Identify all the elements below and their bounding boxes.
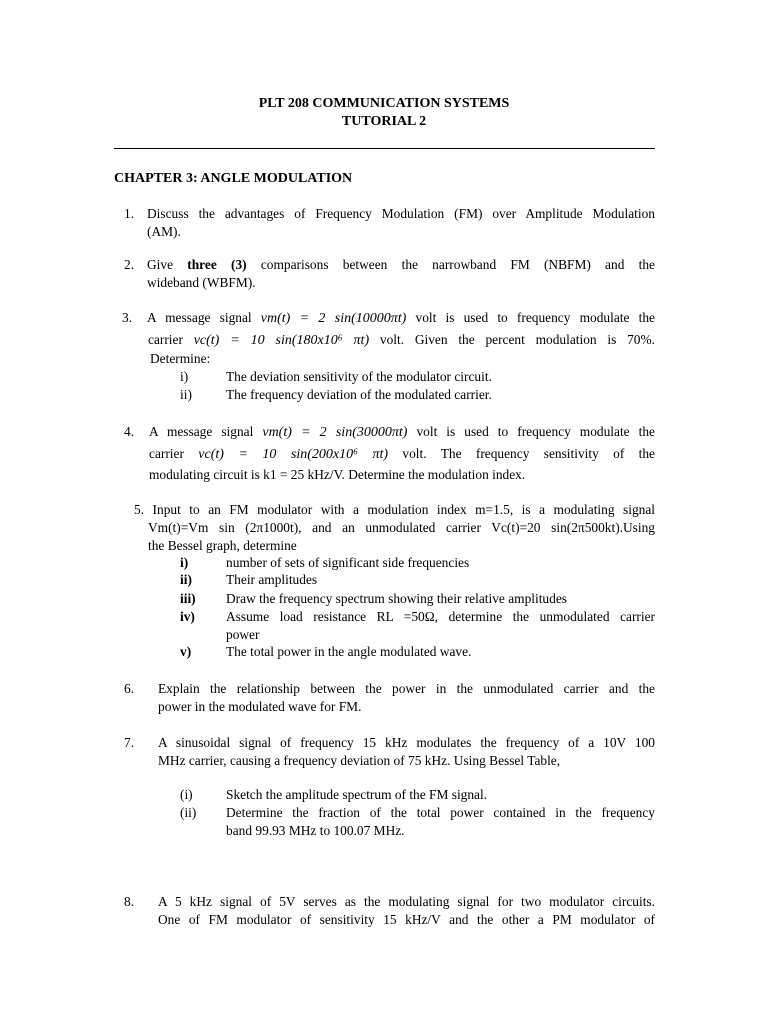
question-6-number: 6.	[124, 681, 135, 696]
question-3-number: 3.	[122, 310, 133, 325]
question-8-number: 8.	[124, 894, 135, 909]
q3-equation-carrier: vc(t) = 10 sin(180x10⁶ πt)	[193, 333, 370, 348]
q5-item-roman: ii)	[180, 572, 192, 587]
question-3-determine: Determine:	[150, 351, 211, 366]
q4-text-c: carrier	[149, 446, 184, 461]
question-3-text	[147, 307, 655, 351]
q5-item-text: Draw the frequency spectrum showing their relative amplitudes	[226, 591, 567, 606]
q4-equation-carrier: vc(t) = 10 sin(200x10⁶ πt)	[198, 447, 389, 462]
question-1-text	[147, 205, 655, 240]
question-1-line: Discuss the advantages of Frequency Modulation (FM) over Amplitude Modulation	[147, 206, 655, 221]
tutorial-title: TUTORIAL 2	[341, 114, 427, 129]
q3-text-c: carrier	[148, 332, 183, 347]
q2-emphasis: three (3)	[187, 257, 247, 272]
q5-item-roman: iv)	[180, 609, 195, 624]
q5-item-text	[226, 608, 655, 643]
chapter-heading: CHAPTER 3: ANGLE MODULATION	[114, 171, 353, 186]
q4-equation-message: vm(t) = 2 sin(30000πt)	[262, 425, 408, 440]
course-title: PLT 208 COMMUNICATION SYSTEMS	[258, 96, 510, 111]
question-1-line: (AM).	[147, 223, 181, 239]
q7-item-roman: (ii)	[180, 805, 197, 820]
question-6-line: Explain the relationship between the power in the unmodulated carrier and the	[158, 681, 655, 696]
question-8-text	[158, 893, 655, 928]
question-4-line	[149, 443, 655, 465]
q5-item-roman: v)	[180, 644, 192, 659]
q5-item-text: number of sets of significant side frequencies	[226, 555, 470, 570]
question-5-number: 5.	[134, 502, 145, 517]
q3-text-b: volt is used to frequency modulate the	[415, 310, 655, 325]
q4-text-b: volt is used to frequency modulate the	[416, 424, 655, 439]
q7-item-line: band 99.93 MHz to 100.07 MHz.	[226, 822, 405, 838]
q5-text-1: Input to an FM modulator with a modulation index m=1.5, is a modulating signal	[152, 502, 656, 517]
q3-item-roman: ii)	[180, 387, 192, 402]
q3-text-d: volt. Given the percent modulation is 70%.	[379, 332, 655, 347]
question-7-text	[158, 734, 655, 769]
question-6-text	[158, 680, 655, 715]
question-5-line	[134, 501, 655, 519]
q3-text-a: A message signal	[147, 310, 252, 325]
question-5-line: Vm(t)=Vm sin (2π1000t), and an unmodulated carrier Vc(t)=20 sin(2π500kt).Using	[148, 520, 655, 535]
question-4-line	[149, 421, 655, 443]
q7-item-line: Determine the fraction of the total power contained in the frequency	[226, 805, 655, 820]
q5-item-roman: iii)	[180, 591, 196, 606]
q5-item-text: Their amplitudes	[226, 572, 318, 587]
q3-item-text: The deviation sensitivity of the modulator circuit.	[226, 369, 492, 384]
q3-item-text: The frequency deviation of the modulated carrier.	[226, 387, 492, 402]
question-4-text	[149, 421, 655, 484]
q5-item-roman: i)	[180, 555, 189, 570]
question-2-text	[147, 256, 655, 291]
q3-item-roman: i)	[180, 369, 189, 384]
question-4-line: modulating circuit is k1 = 25 kHz/V. Determine the modulation index.	[149, 467, 526, 482]
question-4-number: 4.	[124, 424, 135, 439]
question-2-line: wideband (WBFM).	[147, 274, 256, 290]
question-2-line	[147, 256, 655, 274]
question-7-line: MHz carrier, causing a frequency deviation of 75 kHz. Using Bessel Table,	[158, 752, 561, 768]
q4-text-a: A message signal	[149, 424, 254, 439]
question-1-number: 1.	[124, 206, 135, 221]
question-3-line	[147, 329, 655, 351]
question-5-text-cont	[148, 519, 655, 554]
question-7-line: A sinusoidal signal of frequency 15 kHz modulates the frequency of a 10V 100	[158, 735, 655, 750]
question-3-line	[147, 307, 655, 329]
question-5-line: the Bessel graph, determine	[148, 537, 297, 553]
q3-equation-message: vm(t) = 2 sin(10000πt)	[260, 311, 407, 326]
question-8-line: One of FM modulator of sensitivity 15 kHz/V and the other a PM modulator of	[158, 911, 655, 927]
question-2-number: 2.	[124, 257, 135, 272]
q4-text-d: volt. The frequency sensitivity of the	[402, 446, 655, 461]
q5-item-line: Assume load resistance RL =50Ω, determine the unmodulated carrier	[226, 609, 655, 624]
question-8-line: A 5 kHz signal of 5V serves as the modulating signal for two modulator circuits.	[158, 894, 655, 909]
q7-item-roman: (i)	[180, 787, 193, 802]
q7-item-text: Sketch the amplitude spectrum of the FM signal.	[226, 787, 488, 802]
question-7-number: 7.	[124, 735, 135, 750]
q5-item-text: The total power in the angle modulated wave.	[226, 644, 472, 659]
q2-text-a: Give	[147, 257, 174, 272]
q2-text-c: comparisons between the narrowband FM (NBFM) and the	[260, 257, 655, 272]
q5-item-line: power	[226, 626, 260, 642]
q7-item-text	[226, 804, 655, 839]
question-5-text	[134, 501, 655, 519]
header-rule	[114, 148, 655, 149]
question-6-line: power in the modulated wave for FM.	[158, 698, 362, 714]
